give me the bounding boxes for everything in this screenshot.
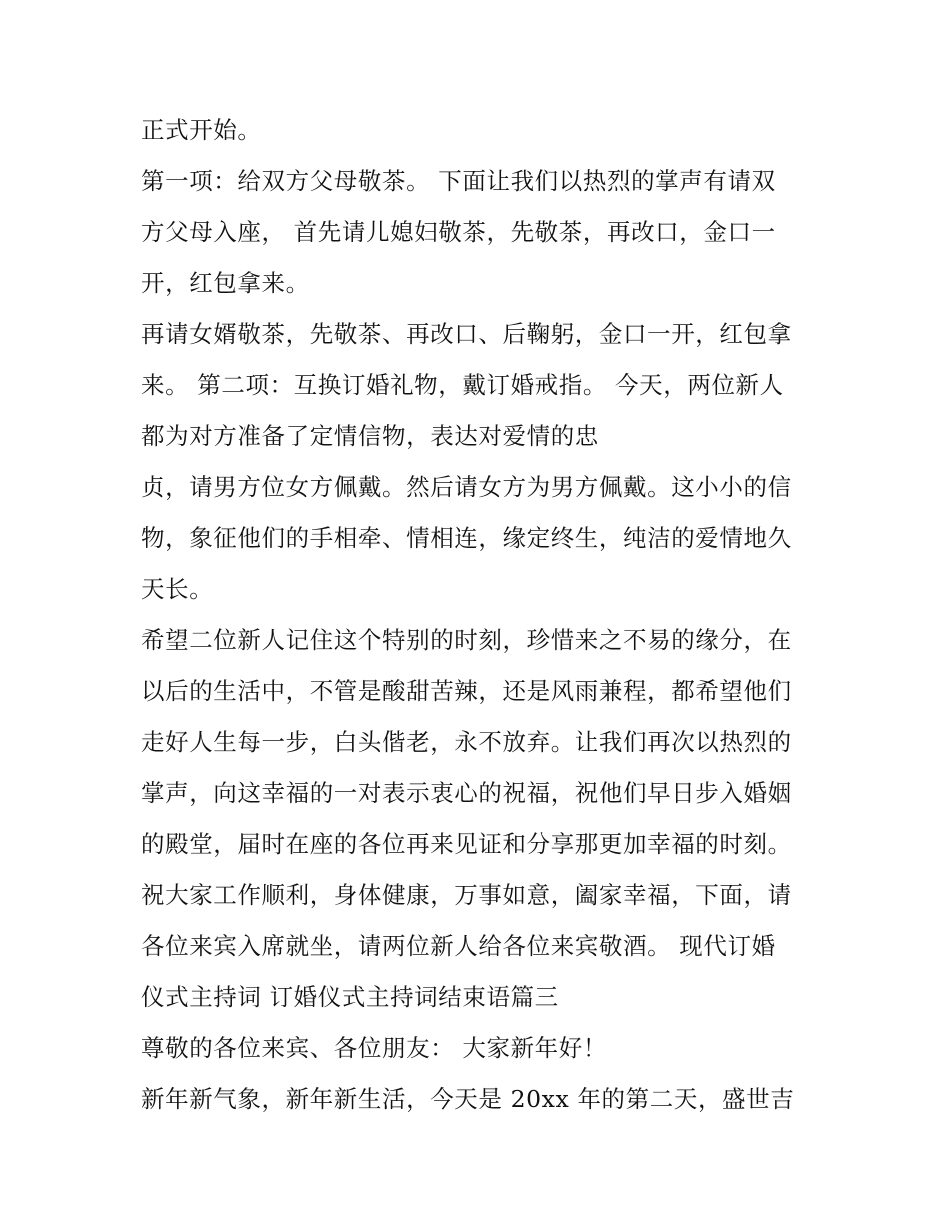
text-line: 仪式主持词 订婚仪式主持词结束语篇三 <box>141 983 559 1011</box>
text-line: 正式开始。 <box>141 116 262 144</box>
text-line: 来。 第二项：互换订婚礼物，戴订婚戒指。 今天，两位新人 <box>141 371 784 399</box>
text-line: 都为对方准备了定情信物，表达对爱情的忠 <box>141 422 599 450</box>
text-line: 新年新气象，新年新生活，今天是 20xx 年的第二天，盛世吉 <box>141 1085 795 1113</box>
text-line: 以后的生活中，不管是酸甜苦辣，还是风雨兼程，都希望他们 <box>141 677 792 705</box>
text-line: 希望二位新人记住这个特别的时刻，珍惜来之不易的缘分，在 <box>141 626 792 654</box>
text-line: 祝大家工作顺利，身体健康，万事如意，阖家幸福，下面，请 <box>141 881 792 909</box>
text-line: 的殿堂，届时在座的各位再来见证和分享那更加幸福的时刻。 <box>141 830 792 858</box>
text-line: 掌声，向这幸福的一对表示衷心的祝福，祝他们早日步入婚姻 <box>141 779 792 807</box>
text-line: 物，象征他们的手相牵、情相连，缘定终生，纯洁的爱情地久 <box>141 524 792 552</box>
text-line: 贞，请男方位女方佩戴。然后请女方为男方佩戴。这小小的信 <box>141 473 792 501</box>
text-line: 各位来宾入席就坐，请两位新人给各位来宾敬酒。 现代订婚 <box>141 932 776 960</box>
text-line: 方父母入座， 首先请儿媳妇敬茶，先敬茶，再改口，金口一 <box>141 218 776 246</box>
text-line: 尊敬的各位来宾、各位朋友： 大家新年好！ <box>141 1034 607 1062</box>
text-line: 走好人生每一步，白头偕老，永不放弃。让我们再次以热烈的 <box>141 728 792 756</box>
text-line: 第一项：给双方父母敬茶。 下面让我们以热烈的掌声有请双 <box>141 167 776 195</box>
document-body <box>141 108 841 1128</box>
text-line: 开，红包拿来。 <box>141 269 310 297</box>
text-line: 天长。 <box>141 575 214 603</box>
text-line: 再请女婿敬茶，先敬茶、再改口、后鞠躬，金口一开，红包拿 <box>141 320 792 348</box>
